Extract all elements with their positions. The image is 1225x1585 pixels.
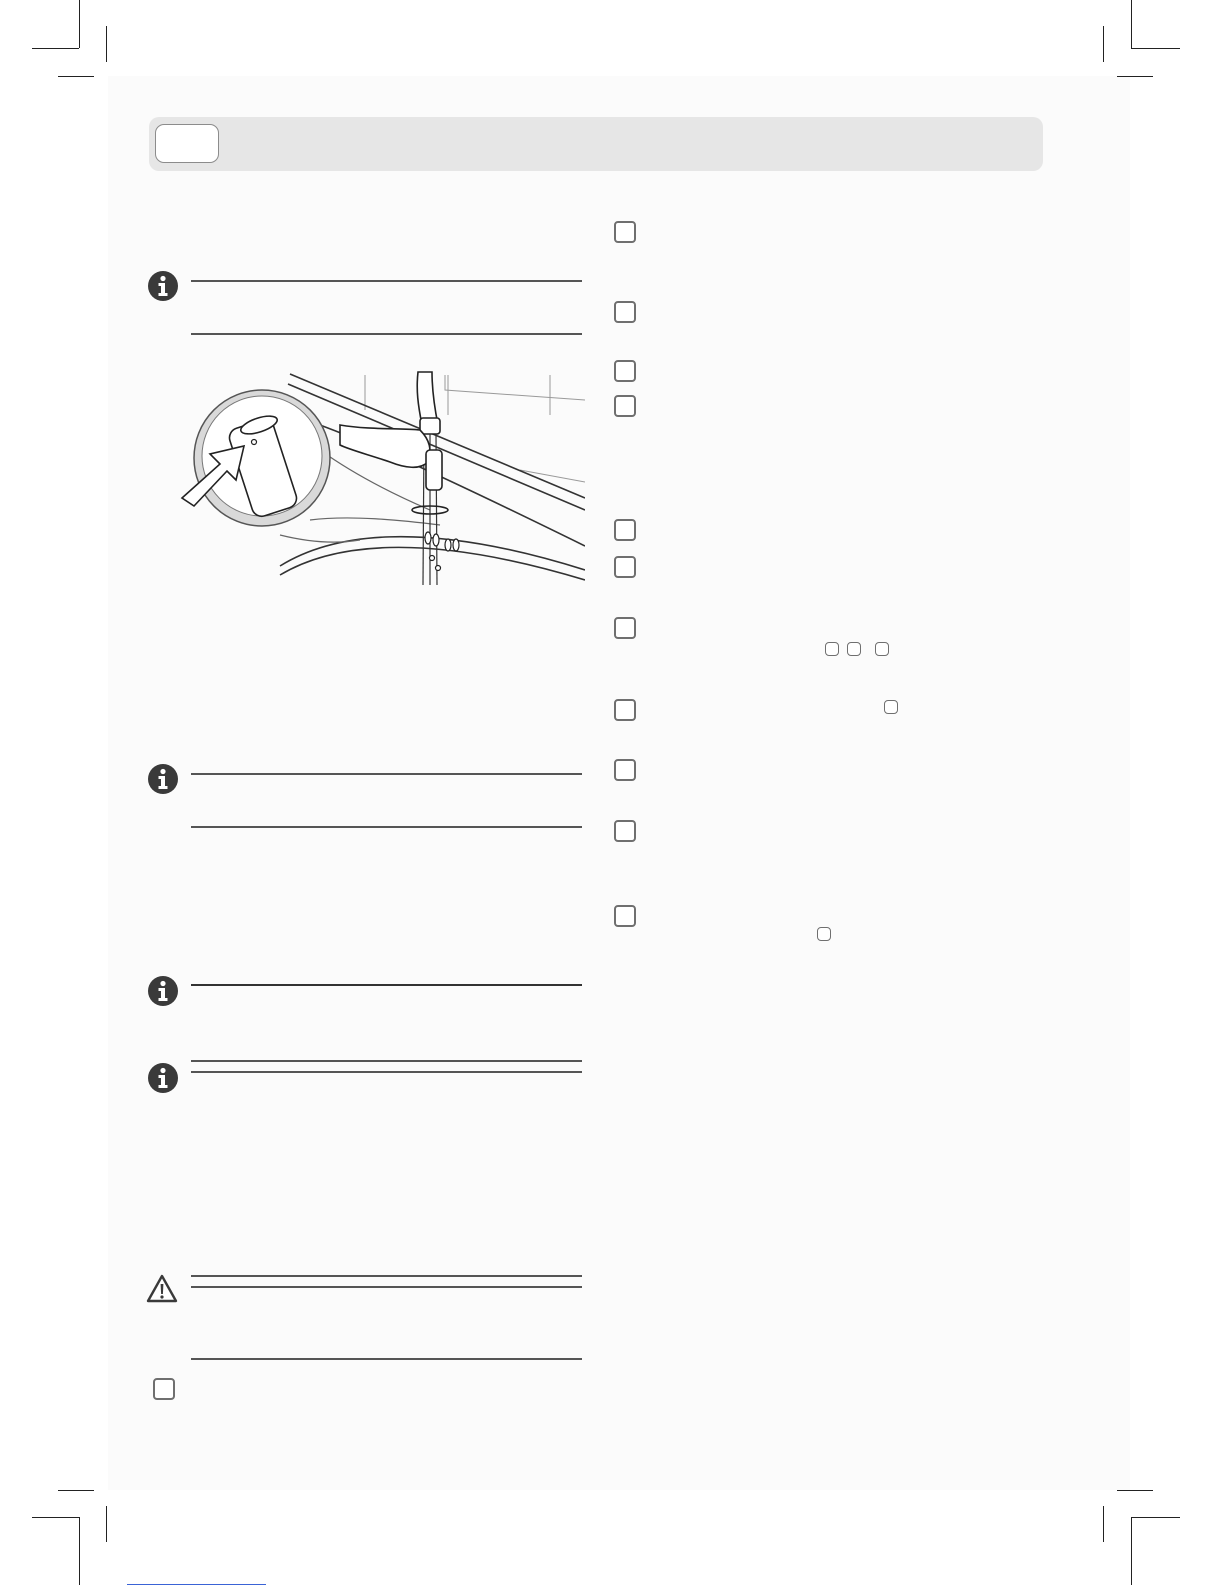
crop-mark	[32, 1517, 79, 1518]
note-rule-bottom	[191, 826, 582, 828]
note-text	[191, 783, 582, 819]
inline-reference-box	[875, 642, 889, 656]
note-text	[191, 994, 582, 1034]
language-tab	[155, 124, 219, 163]
inline-reference-box	[817, 927, 831, 941]
note-rule-top-2	[191, 1071, 582, 1073]
step-checkbox	[614, 395, 636, 417]
info-icon	[147, 1062, 179, 1094]
step-checkbox	[614, 759, 636, 781]
crop-mark	[58, 76, 94, 77]
step-checkbox	[614, 617, 636, 639]
crop-mark	[79, 1517, 80, 1585]
step-checkbox	[614, 360, 636, 382]
note-rule-top	[191, 984, 582, 986]
warning-rule-top-2	[191, 1286, 582, 1288]
crop-mark	[1131, 1517, 1132, 1585]
step-checkbox	[614, 519, 636, 541]
crop-mark	[1131, 1517, 1180, 1518]
note-rule-top	[191, 280, 582, 282]
note-rule-top	[191, 773, 582, 775]
crop-mark	[1117, 76, 1153, 77]
step-checkbox	[153, 1378, 175, 1400]
note-rule-bottom	[191, 333, 582, 335]
note-text	[191, 290, 582, 326]
note-rule-top	[191, 1060, 582, 1062]
crop-mark	[1131, 48, 1180, 49]
step-checkbox	[614, 699, 636, 721]
note-text	[191, 1080, 582, 1250]
crop-mark	[58, 1490, 94, 1491]
crop-mark	[106, 1506, 107, 1542]
inline-reference-box	[884, 700, 898, 714]
crop-mark	[79, 0, 80, 48]
crop-mark	[1117, 1490, 1153, 1491]
filter-rinse-illustration	[180, 370, 585, 588]
info-icon	[147, 975, 179, 1007]
crop-mark	[1103, 26, 1104, 62]
info-icon	[147, 270, 179, 302]
crop-mark	[1103, 1506, 1104, 1542]
step-checkbox	[614, 301, 636, 323]
step-checkbox	[614, 820, 636, 842]
step-checkbox	[614, 556, 636, 578]
crop-mark	[1131, 0, 1132, 48]
warning-triangle-icon	[146, 1273, 178, 1305]
info-icon	[147, 763, 179, 795]
warning-rule-bottom	[191, 1358, 582, 1360]
inline-reference-box	[847, 642, 861, 656]
section-header-bar	[149, 117, 1043, 171]
crop-mark	[106, 26, 107, 62]
step-checkbox	[614, 905, 636, 927]
warning-rule-top	[191, 1275, 582, 1277]
warning-text	[191, 1295, 582, 1351]
inline-reference-box	[825, 642, 839, 656]
crop-mark	[32, 48, 79, 49]
step-checkbox	[614, 221, 636, 243]
